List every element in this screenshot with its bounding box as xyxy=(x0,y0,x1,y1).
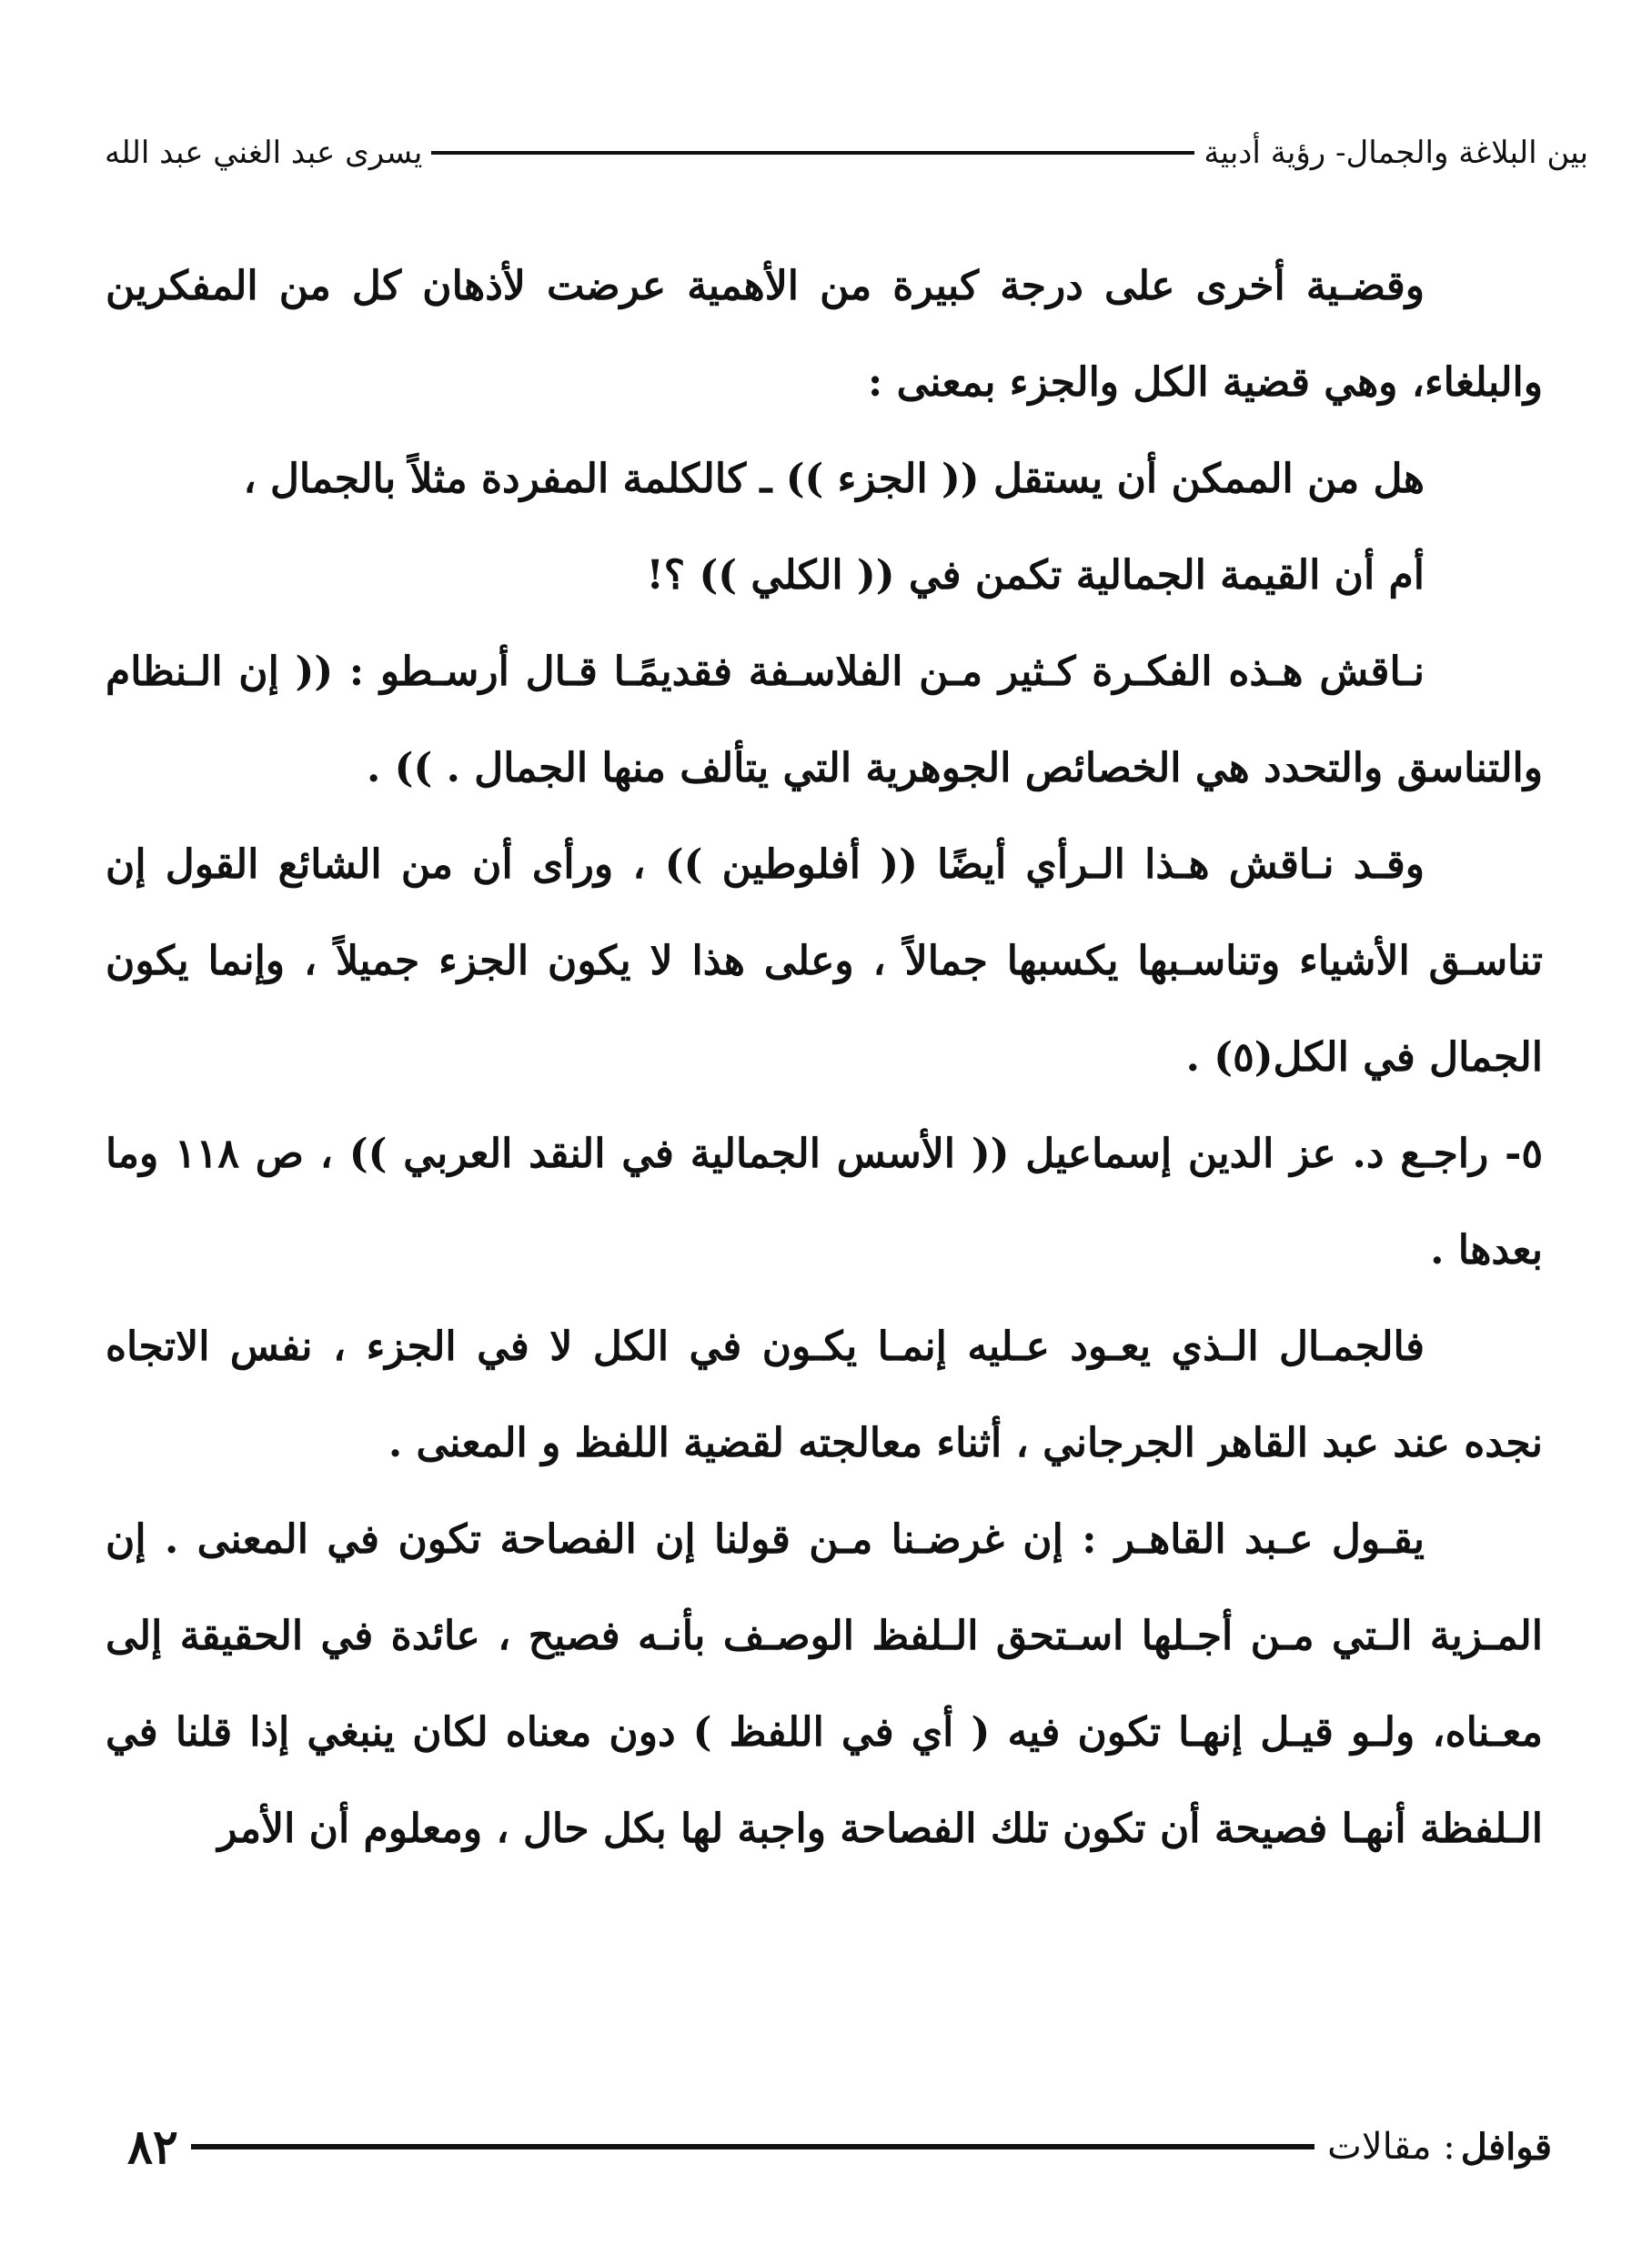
paragraph-2: هل من الممكن أن يستقل (( الجزء )) ـ كالكلمة المفردة مثلاً بالجمال ، xyxy=(243,456,1425,502)
header-author: يسرى عبد الغني عبد الله xyxy=(105,135,423,171)
footer-rule xyxy=(191,2144,1315,2149)
paragraph-1: وقضـية أخرى على درجة كبيرة من الأهمية عرضت لأذهان كل من المفكرين والبلغاء، وهي قضية الكل والجزء بمعنى : xyxy=(106,263,1543,406)
running-footer xyxy=(127,2110,1552,2183)
footer-journal: قوافل xyxy=(1460,2125,1552,2169)
paragraph-6: فالجمـال الـذي يعـود عـليه إنمـا يكـون في الكل لا في الجزء ، نفس الاتجاه نجده عند عبد القاهر الجرجاني ، أثناء معالجته لقضية اللفظ و المعنى . xyxy=(106,1324,1543,1466)
page-number: ٨٢ xyxy=(127,2119,178,2175)
footnote-5: ٥- راجـع د. عز الدين إسماعيل (( الأسس الجمالية في النقد العربي )) ، ص ١١٨ وما بعدها . xyxy=(106,1131,1543,1273)
footer-section: : مقالات xyxy=(1327,2126,1456,2168)
paragraph-3: أم أن القيمة الجمالية تكمن في (( الكلي )) ؟! xyxy=(646,552,1425,599)
running-header xyxy=(105,126,1588,180)
paragraph-4: نـاقش هـذه الفكـرة كـثير مـن الفلاسـفة فقديمًـا قـال أرسـطو : (( إن الـنظام والتناسق والتحدد هي الخصائص الجوهرية التي يتألف منها الجمال . )) . xyxy=(106,649,1543,791)
page-body xyxy=(106,238,1543,1877)
paragraph-7: يقـول عـبد القاهـر : إن غرضـنا مـن قولنا إن الفصاحة تكون في المعنى . إن المـزية الـتي مـن أجـلها اسـتحق الـلفظ الوصـف بأنـه فصيح ، عائدة في الحقيقة إلى معـناه، ولـو قيـل إنهـا تكون فيه ( أي في اللفظ ) دون معناه لكان ينبغي إذا قلنا في الـلفظة أنهـا فصيحة أن تكون تلك الفصاحة واجبة لها بكل حال ، ومعلوم أن الأمر xyxy=(106,1516,1544,1852)
header-rule xyxy=(431,151,1194,155)
header-book-title: بين البلاغة والجمال- رؤية أدبية xyxy=(1204,135,1588,171)
paragraph-5: وقـد نـاقش هـذا الـرأي أيضًا (( أفلوطين )) ، ورأى أن من الشائع القول إن تناسـق الأشياء وتناسـبها يكسبها جمالاً ، وعلى هذا لا يكون الجزء جميلاً ، وإنما يكون الجمال في الكل(٥) . xyxy=(106,841,1543,1081)
